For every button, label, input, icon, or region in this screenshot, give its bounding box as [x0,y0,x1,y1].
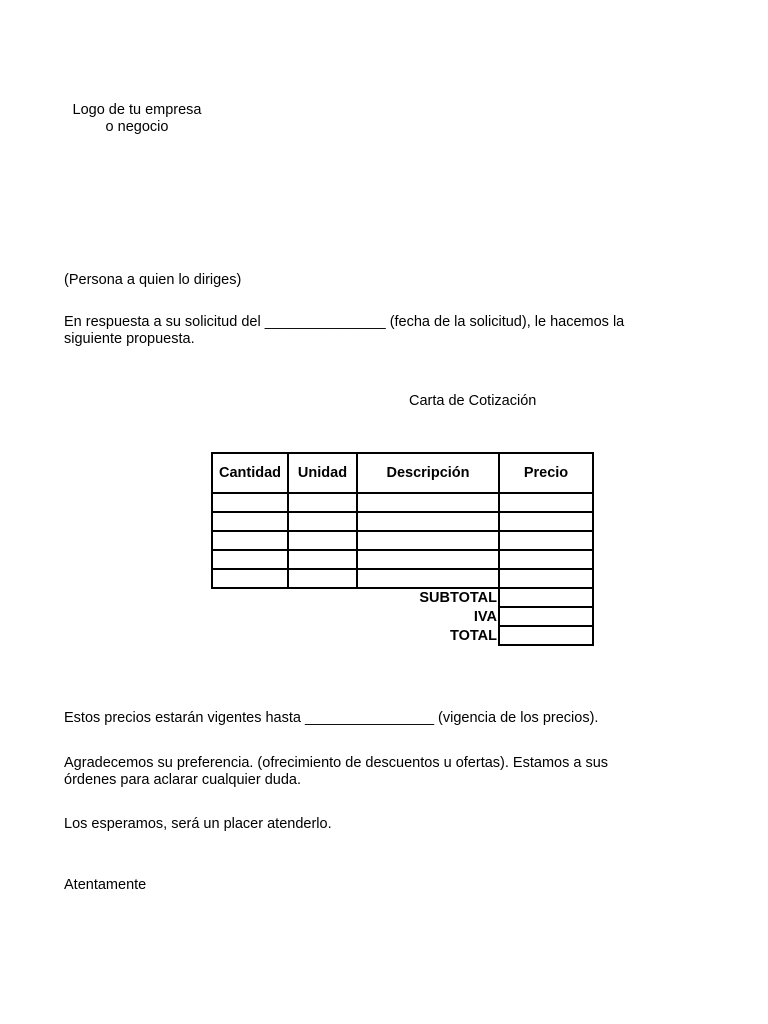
cell-descripcion[interactable] [357,531,499,550]
cell-descripcion[interactable] [357,493,499,512]
header-precio: Precio [499,453,593,493]
cell-unidad[interactable] [288,550,357,569]
iva-value-cell[interactable] [499,607,593,626]
cell-cantidad[interactable] [212,512,288,531]
cell-precio[interactable] [499,512,593,531]
document-title: Carta de Cotización [409,393,537,409]
cell-precio[interactable] [499,569,593,588]
cell-cantidad[interactable] [212,569,288,588]
logo-text-line-2: o negocio [105,119,169,135]
total-label: TOTAL [450,627,497,644]
logo-text-line-1: Logo de tu empresa [72,102,202,118]
validity-line: Estos precios estarán vigentes hasta ________________ (vigencia de los precios). [64,710,599,726]
cell-cantidad[interactable] [212,493,288,512]
iva-row [212,607,593,626]
table-row [212,512,593,531]
table-row [212,531,593,550]
total-value-cell[interactable] [499,626,593,645]
total-row [212,626,593,645]
company-logo-placeholder [62,102,212,136]
header-descripcion: Descripción [357,453,499,493]
closing-line: Los esperamos, será un placer atenderlo. [64,816,332,832]
header-unidad: Unidad [288,453,357,493]
intro-paragraph [64,314,624,348]
cell-unidad[interactable] [288,512,357,531]
table-row [212,569,593,588]
cell-precio[interactable] [499,493,593,512]
iva-label: IVA [473,608,497,625]
thanks-line-2: órdenes para aclarar cualquier duda. [64,772,301,788]
signoff: Atentamente [64,877,147,893]
cell-precio[interactable] [499,550,593,569]
header-cantidad: Cantidad [212,453,288,493]
cell-unidad[interactable] [288,493,357,512]
subtotal-label: SUBTOTAL [419,590,497,606]
cell-unidad[interactable] [288,569,357,588]
cell-unidad[interactable] [288,531,357,550]
cell-descripcion[interactable] [357,550,499,569]
intro-line-1: En respuesta a su solicitud del _______________ (fecha de la solicitud), le hacemos la [64,314,625,330]
subtotal-value-cell[interactable] [499,588,593,607]
cell-descripcion[interactable] [357,512,499,531]
table-row [212,493,593,512]
quotation-table [211,452,594,646]
cell-precio[interactable] [499,531,593,550]
table-row [212,550,593,569]
recipient-line: (Persona a quien lo diriges) [64,272,242,288]
thanks-line-1: Agradecemos su preferencia. (ofrecimiento de descuentos u ofertas). Estamos a sus [64,755,609,771]
cell-cantidad[interactable] [212,531,288,550]
intro-line-2: siguiente propuesta. [64,331,195,347]
subtotal-row [212,588,593,607]
cell-cantidad[interactable] [212,550,288,569]
table-header-row [212,453,593,493]
thanks-paragraph [64,755,608,789]
cell-descripcion[interactable] [357,569,499,588]
